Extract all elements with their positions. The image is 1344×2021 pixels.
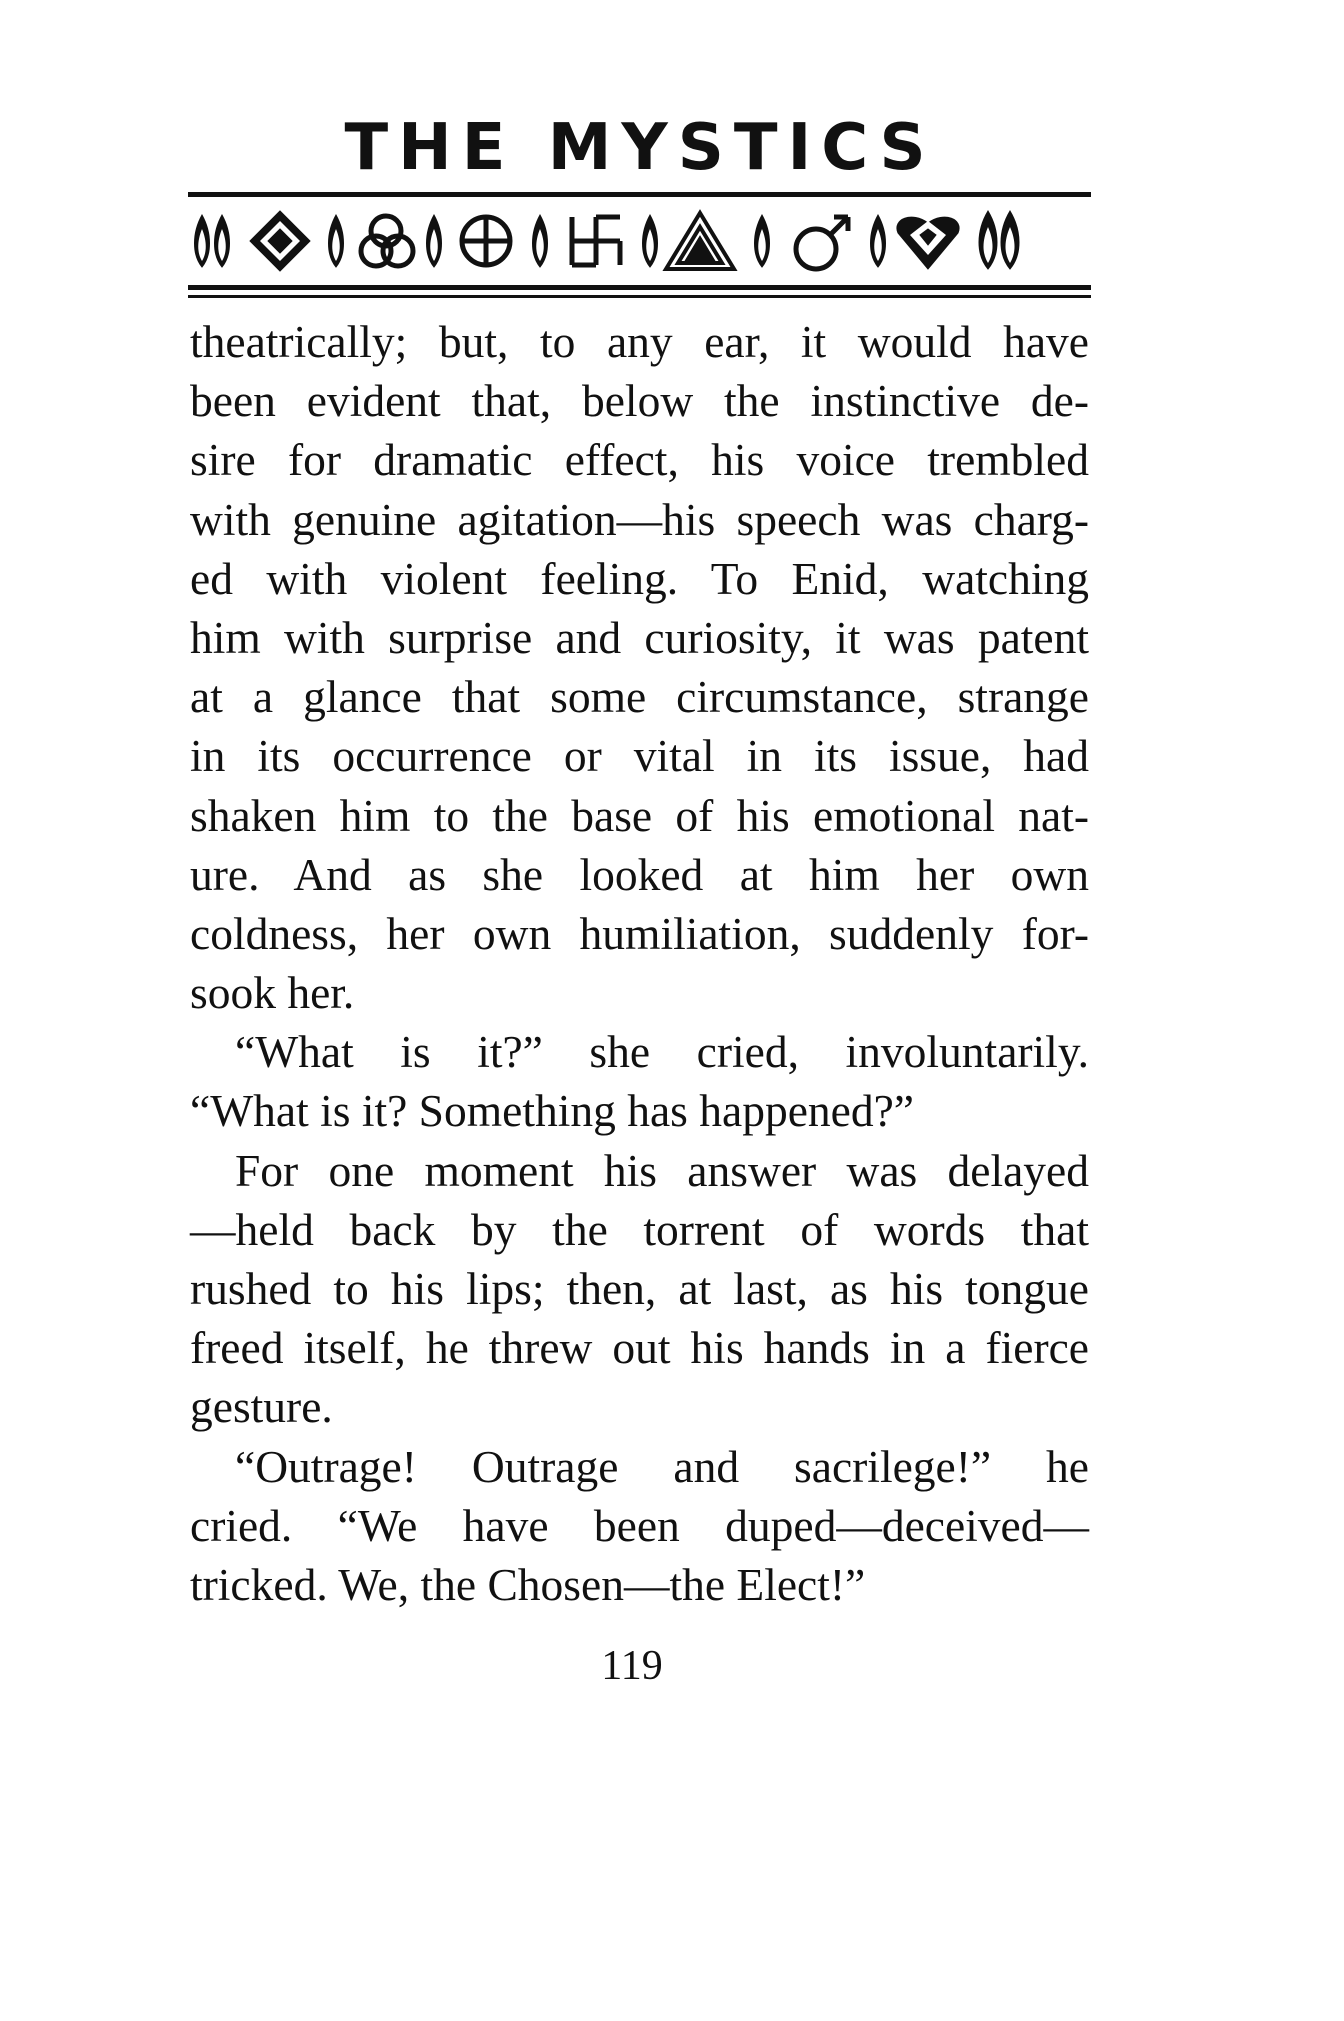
text-line: theatrically; but, to any ear, it would have <box>190 316 1089 367</box>
text-line: tricked. We, the Chosen—the Elect!” <box>190 1558 866 1610</box>
text-line: sook her. <box>190 967 355 1019</box>
circled-cross-icon <box>462 217 510 265</box>
text-line: ed with violent feeling. To Enid, watching <box>190 552 1089 604</box>
text-line: ure. And as she looked at him her own <box>190 848 1089 900</box>
flame-icon <box>979 211 1019 269</box>
flame-icon <box>643 215 658 267</box>
text-line: sire for dramatic effect, his voice trembled <box>190 434 1089 486</box>
text-line: freed itself, he threw out his hands in a fierce <box>190 1322 1089 1374</box>
interlaced-rings-icon <box>361 216 413 266</box>
text-line: in its occurrence or vital in its issue, had <box>190 730 1089 782</box>
heart-diamond-icon <box>897 217 959 269</box>
text-line: “Outrage! Outrage and sacrilege!” he <box>235 1440 1089 1492</box>
flame-icon <box>871 215 886 267</box>
text-line: “What is it? Something has happened?” <box>190 1085 914 1137</box>
flame-icon <box>195 215 230 267</box>
text-line: coldness, her own humiliation, suddenly for- <box>190 907 1089 959</box>
page-number: 119 <box>601 1643 663 1689</box>
text-line: “What is it?” she cried, involuntarily. <box>235 1026 1089 1078</box>
ornament-band <box>188 205 1091 279</box>
flame-icon <box>755 215 770 267</box>
text-line: —held back by the torrent of words that <box>190 1203 1089 1255</box>
text-line: at a glance that some circumstance, strange <box>190 671 1089 723</box>
triangle-icon <box>666 213 734 269</box>
text-line: cried. “We have been duped—deceived— <box>190 1499 1089 1551</box>
swastika-icon <box>572 217 620 265</box>
text-line: shaken him to the base of his emotional nat- <box>190 789 1089 841</box>
ornament-band-graphic <box>188 205 1091 279</box>
flame-icon <box>533 215 548 267</box>
flame-icon <box>329 215 344 267</box>
text-line: him with surprise and curiosity, it was patent <box>190 611 1089 663</box>
header-rule-bottom <box>188 285 1091 290</box>
header-rule-top <box>188 192 1091 197</box>
running-head: THE MYSTICS <box>344 111 936 185</box>
header-rule-bottom-thin <box>188 295 1091 298</box>
flame-icon <box>427 215 442 267</box>
diamond-icon <box>250 211 310 271</box>
text-line: been evident that, below the instinctive de- <box>190 375 1089 427</box>
text-line: rushed to his lips; then, at last, as his tongue <box>190 1263 1089 1314</box>
text-line: gesture. <box>190 1381 333 1433</box>
body-text <box>190 312 1089 1614</box>
text-line: For one moment his answer was delayed <box>235 1144 1089 1196</box>
text-line: with genuine agitation—his speech was charg- <box>190 493 1089 545</box>
mars-symbol-icon <box>796 217 848 269</box>
